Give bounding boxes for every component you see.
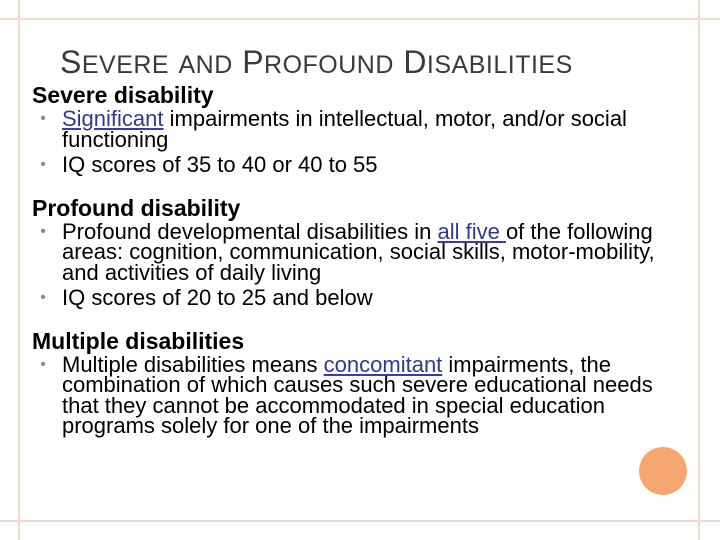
bullet-text: of the following areas: cognition, communication, social skills, motor-mobility, and activities of daily living: [62, 218, 655, 285]
link-all-five[interactable]: all five: [437, 218, 506, 244]
section-heading: Severe disability: [32, 82, 214, 108]
list-item: [32, 106, 692, 152]
section-profound: [32, 194, 692, 309]
bullet-icon: •: [40, 289, 46, 306]
frame-bottom-line: [0, 520, 720, 522]
page-title: [60, 44, 573, 81]
list-item: [32, 218, 692, 285]
bullet-text: impairments in intellectual, motor, and/or social functioning: [62, 106, 627, 152]
bullet-text: Profound developmental disabilities in: [62, 218, 438, 244]
bullet-text: impairments, the combination of which causes such severe educational needs that they cannot be accommodated in special education programs solely for one of the impairments: [62, 351, 653, 438]
title-text: ROFOUND: [264, 51, 394, 79]
frame-right-line: [698, 0, 700, 540]
title-text: EVERE: [81, 51, 170, 79]
frame-left-line: [18, 0, 20, 540]
section-severe: [32, 81, 692, 176]
link-concomitant[interactable]: concomitant: [323, 351, 443, 377]
bullet-icon: •: [40, 355, 46, 373]
title-text: P: [242, 44, 265, 80]
bullet-text: IQ scores of 35 to 40 or 40 to 55: [62, 152, 378, 177]
bullet-icon: •: [40, 222, 46, 240]
bullet-icon: •: [40, 156, 46, 173]
title-text: S: [60, 44, 82, 80]
bullet-text: IQ scores of 20 to 25 and below: [62, 285, 373, 310]
bullet-icon: •: [40, 110, 46, 127]
bullet-text: Multiple disabilities means: [62, 351, 324, 377]
section-heading: Profound disability: [32, 194, 241, 221]
list-item: [32, 152, 692, 177]
decorative-circle: [639, 447, 687, 495]
slide-content: [32, 81, 692, 455]
list-item: [32, 351, 692, 438]
link-significant[interactable]: Significant: [62, 106, 164, 131]
title-text: ISABILITIES: [426, 51, 573, 79]
frame-top-line: [0, 18, 720, 20]
title-text: D: [403, 44, 427, 80]
section-multiple: [32, 327, 692, 437]
title-text: AND: [178, 51, 233, 79]
list-item: [32, 285, 692, 310]
section-heading: Multiple disabilities: [32, 327, 245, 354]
